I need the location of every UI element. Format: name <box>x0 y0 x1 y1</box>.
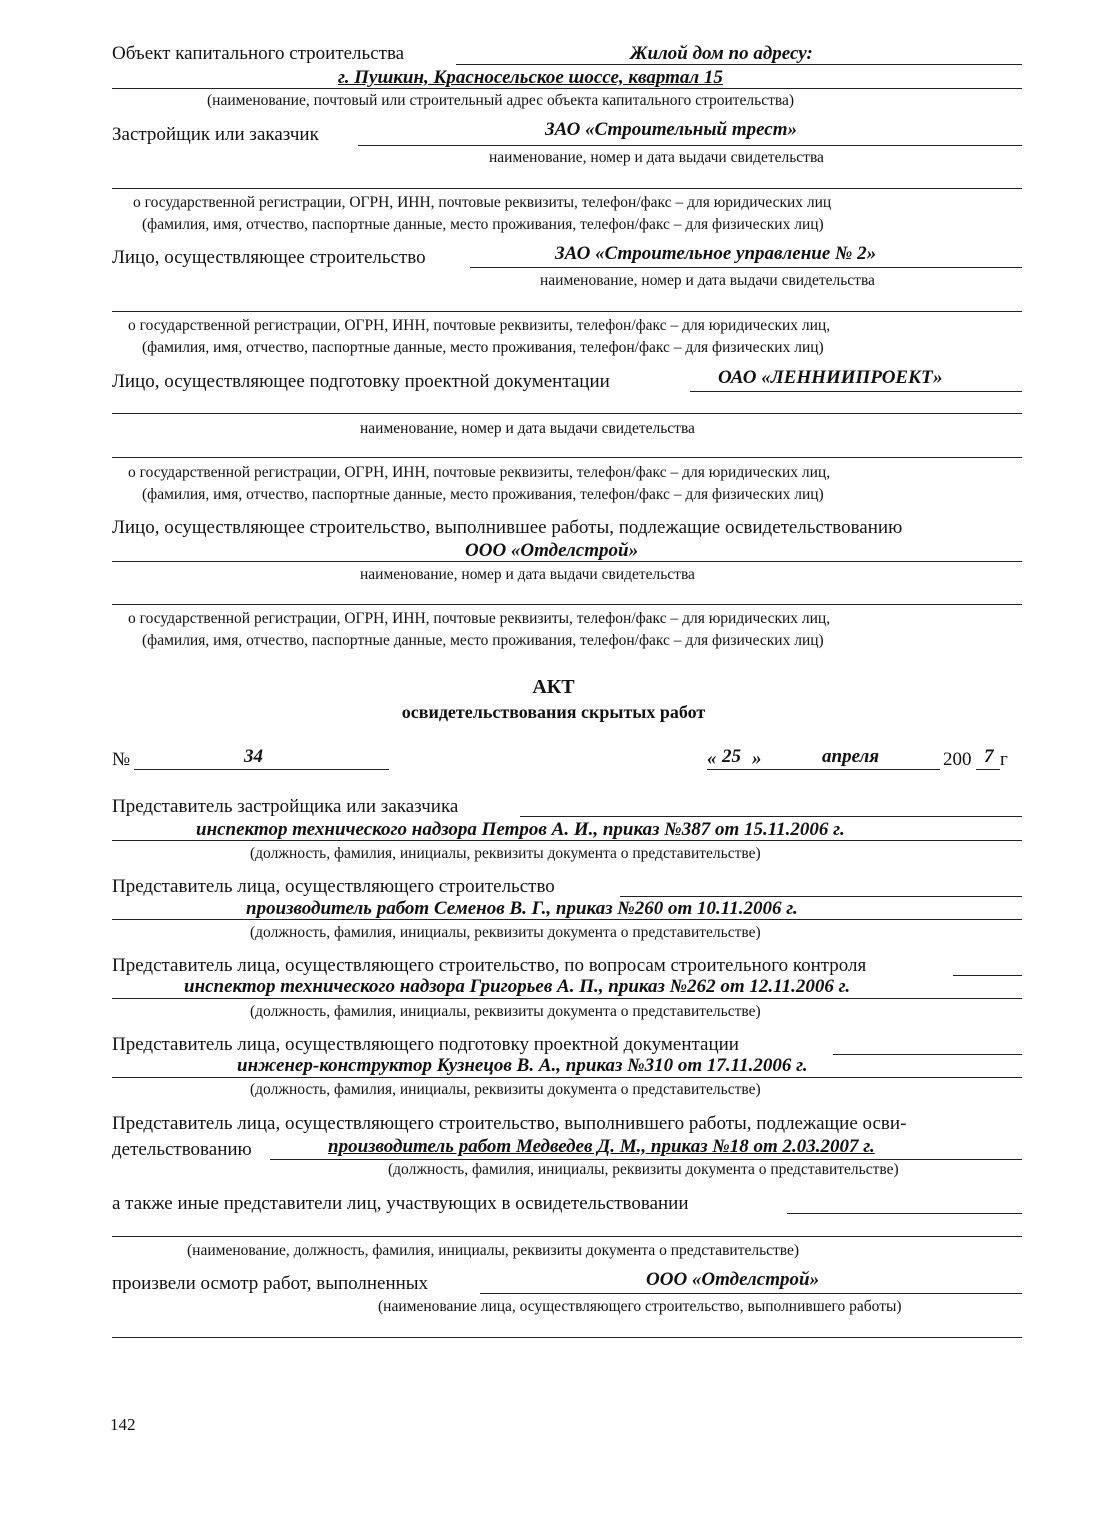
others-label: а также иные представители лиц, участвующих в освидетельствовании <box>112 1193 689 1214</box>
builder-cert-caption: наименование, номер и дата выдачи свидетельства <box>540 272 875 289</box>
builder-value: ЗАО «Строительное управление № 2» <box>555 243 877 264</box>
date-close-quote: » <box>752 748 762 769</box>
inspection-line <box>480 1293 1022 1294</box>
date-year-prefix: 200 <box>943 749 972 770</box>
inspection-caption: (наименование лица, осуществляющего строительство, выполнившего работы) <box>378 1298 902 1315</box>
object-value-1: Жилой дом по адресу: <box>630 43 813 64</box>
rep-control-label: Представитель лица, осуществляющего строительство, по вопросам строительного контроля <box>112 955 867 976</box>
inspection-label: произвели осмотр работ, выполненных <box>112 1273 429 1294</box>
performer-value: ООО «Отделстрой» <box>465 540 639 561</box>
rep-designer-line <box>833 1054 1022 1055</box>
rep-designer-value: инженер-конструктор Кузнецов В. А., приказ №310 от 17.11.2006 г. <box>237 1055 808 1076</box>
number-value: 34 <box>244 746 263 767</box>
builder-reg-caption-2: (фамилия, имя, отчество, паспортные данные, место проживания, телефон/факс – для физических лиц) <box>142 339 824 356</box>
others-line <box>787 1213 1022 1214</box>
date-open-quote: « <box>707 748 717 769</box>
rep-builder-value: производитель работ Семенов В. Г., приказ №260 от 10.11.2006 г. <box>246 898 798 919</box>
rep-builder-line-2 <box>112 919 1022 920</box>
rep-builder-line <box>620 896 1022 897</box>
date-year-line <box>976 769 1000 770</box>
rep-performer-label-2: детельствованию <box>112 1139 252 1160</box>
designer-line-3 <box>112 457 1022 458</box>
rep-performer-caption: (должность, фамилия, инициалы, реквизиты документа о представительстве) <box>388 1161 899 1178</box>
rep-customer-label: Представитель застройщика или заказчика <box>112 796 459 817</box>
object-line-1 <box>456 64 1022 65</box>
rep-performer-label-1: Представитель лица, осуществляющего строительство, выполнившего работы, подлежащие осви- <box>112 1113 907 1134</box>
rep-performer-line <box>270 1159 1022 1160</box>
builder-label: Лицо, осуществляющее строительство <box>112 247 426 268</box>
builder-reg-caption-1: о государственной регистрации, ОГРН, ИНН, почтовые реквизиты, телефон/факс – для юридических лиц, <box>128 317 831 334</box>
designer-label: Лицо, осуществляющее подготовку проектной документации <box>112 371 610 392</box>
rep-customer-caption: (должность, фамилия, инициалы, реквизиты документа о представительстве) <box>250 845 761 862</box>
rep-customer-line-2 <box>112 840 1022 841</box>
developer-cert-caption: наименование, номер и дата выдачи свидетельства <box>489 149 824 166</box>
rep-control-line-2 <box>112 998 1022 999</box>
object-caption: (наименование, почтовый или строительный адрес объекта капитального строительства) <box>207 92 795 109</box>
number-line <box>134 769 389 770</box>
developer-line <box>358 145 1022 146</box>
designer-line <box>690 391 1022 392</box>
date-day: 25 <box>722 746 741 767</box>
object-label: Объект капитального строительства <box>112 43 405 64</box>
act-subtitle: освидетельствования скрытых работ <box>401 702 706 722</box>
performer-line <box>112 561 1022 562</box>
performer-cert-caption: наименование, номер и дата выдачи свидетельства <box>360 566 695 583</box>
builder-line <box>470 267 1022 268</box>
date-year-suffix: 7 <box>984 746 994 767</box>
rep-builder-label: Представитель лица, осуществляющего строительство <box>112 876 555 897</box>
developer-reg-caption-1: о государственной регистрации, ОГРН, ИНН, почтовые реквизиты, телефон/факс – для юридических лиц <box>133 194 832 211</box>
act-title: АКТ <box>532 676 575 698</box>
developer-line-2 <box>112 188 1022 189</box>
rep-designer-label: Представитель лица, осуществляющего подготовку проектной документации <box>112 1034 739 1055</box>
others-line-2 <box>112 1236 1022 1237</box>
rep-performer-value: производитель работ Медведев Д. М., приказ №18 от 2.03.2007 г. <box>328 1136 875 1157</box>
rep-customer-value: инспектор технического надзора Петров А. И., приказ №387 от 15.11.2006 г. <box>196 819 845 840</box>
number-label: № <box>112 749 131 770</box>
performer-line-2 <box>112 604 1022 605</box>
performer-label: Лицо, осуществляющее строительство, выполнившее работы, подлежащие освидетельствованию <box>112 517 903 538</box>
designer-cert-caption: наименование, номер и дата выдачи свидетельства <box>360 420 695 437</box>
rep-control-line <box>953 975 1022 976</box>
builder-line-2 <box>112 311 1022 312</box>
rep-builder-caption: (должность, фамилия, инициалы, реквизиты документа о представительстве) <box>250 924 761 941</box>
developer-label: Застройщик или заказчик <box>112 124 319 145</box>
date-line <box>707 769 940 770</box>
rep-control-caption: (должность, фамилия, инициалы, реквизиты документа о представительстве) <box>250 1003 761 1020</box>
performer-reg-caption-2: (фамилия, имя, отчество, паспортные данные, место проживания, телефон/факс – для физических лиц) <box>142 632 824 649</box>
rep-designer-line-2 <box>112 1077 1022 1078</box>
designer-value: ОАО «ЛЕННИИПРОЕКТ» <box>718 367 943 388</box>
inspection-line-2 <box>112 1337 1022 1338</box>
designer-reg-caption-2: (фамилия, имя, отчество, паспортные данные, место проживания, телефон/факс – для физических лиц) <box>142 486 824 503</box>
date-month: апреля <box>822 746 880 767</box>
rep-control-value: инспектор технического надзора Григорьев А. П., приказ №262 от 12.11.2006 г. <box>184 976 851 997</box>
rep-designer-caption: (должность, фамилия, инициалы, реквизиты документа о представительстве) <box>250 1081 761 1098</box>
rep-customer-line <box>520 816 1022 817</box>
developer-value: ЗАО «Строительный трест» <box>545 119 798 140</box>
object-line-2 <box>112 88 1022 89</box>
developer-reg-caption-2: (фамилия, имя, отчество, паспортные данные, место проживания, телефон/факс – для физических лиц) <box>142 216 824 233</box>
others-caption: (наименование, должность, фамилия, инициалы, реквизиты документа о представительстве) <box>187 1242 800 1259</box>
designer-reg-caption-1: о государственной регистрации, ОГРН, ИНН, почтовые реквизиты, телефон/факс – для юридических лиц, <box>128 464 831 481</box>
page-number: 142 <box>110 1415 136 1434</box>
performer-reg-caption-1: о государственной регистрации, ОГРН, ИНН, почтовые реквизиты, телефон/факс – для юридических лиц, <box>128 610 831 627</box>
designer-line-2 <box>112 413 1022 414</box>
object-value-2: г. Пушкин, Красносельское шоссе, квартал 15 <box>338 67 723 88</box>
inspection-value: ООО «Отделстрой» <box>646 1269 820 1290</box>
date-g: г <box>1000 749 1008 770</box>
